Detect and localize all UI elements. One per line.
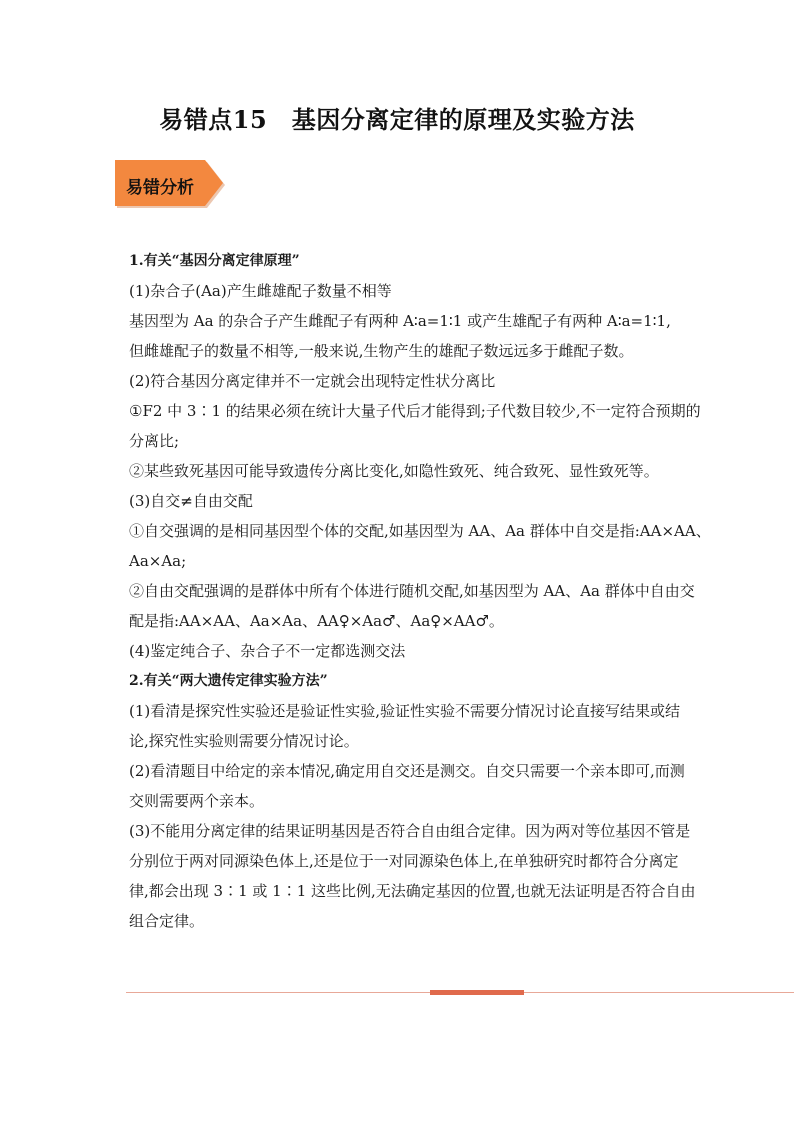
section-heading: 1.有关“基因分离定律原理”	[129, 253, 300, 269]
section-badge	[114, 159, 226, 209]
paragraph-line: 分离比;	[129, 432, 180, 450]
body-content	[129, 246, 711, 936]
paragraph-line: 但雌雄配子的数量不相等,一般来说,生物产生的雄配子数远远多于雌配子数。	[129, 342, 634, 360]
paragraph-line: (3)不能用分离定律的结果证明基因是否符合自由组合定律。因为两对等位基因不管是	[129, 822, 691, 840]
paragraph-line: Aa×Aa;	[129, 552, 187, 570]
page-title: 易错点15 基因分离定律的原理及实验方法	[159, 105, 635, 134]
paragraph-line: ②自由交配强调的是群体中所有个体进行随机交配,如基因型为 AA、Aa 群体中自由交	[129, 582, 695, 600]
paragraph-line: 交则需要两个亲本。	[129, 792, 265, 810]
paragraph-line: (2)看清题目中给定的亲本情况,确定用自交还是测交。自交只需要一个亲本即可,而测	[129, 762, 685, 780]
footer-accent-bar	[430, 990, 524, 995]
paragraph-line: 律,都会出现 3∶1 或 1∶1 这些比例,无法确定基因的位置,也就无法证明是否符合自由	[129, 882, 696, 900]
paragraph-line: 分别位于两对同源染色体上,还是位于一对同源染色体上,在单独研究时都符合分离定	[129, 852, 679, 870]
paragraph-line: (1)看清是探究性实验还是验证性实验,验证性实验不需要分情况讨论直接写结果或结	[129, 702, 681, 720]
paragraph-line: 基因型为 Aa 的杂合子产生雌配子有两种 A∶a=1∶1 或产生雄配子有两种 A∶a=1∶1,	[129, 312, 671, 330]
paragraph-line: ①自交强调的是相同基因型个体的交配,如基因型为 AA、Aa 群体中自交是指:AA×AA、	[129, 522, 711, 540]
badge-label: 易错分析	[126, 178, 194, 198]
paragraph-line: ①F2 中 3∶1 的结果必须在统计大量子代后才能得到;子代数目较少,不一定符合预期的	[129, 402, 701, 420]
paragraph-line: (1)杂合子(Aa)产生雌雄配子数量不相等	[129, 282, 392, 300]
paragraph-line: 论,探究性实验则需要分情况讨论。	[129, 732, 359, 750]
paragraph-line: ②某些致死基因可能导致遗传分离比变化,如隐性致死、纯合致死、显性致死等。	[129, 462, 659, 480]
paragraph-line: (4)鉴定纯合子、杂合子不一定都选测交法	[129, 642, 406, 660]
paragraph-line: (2)符合基因分离定律并不一定就会出现特定性状分离比	[129, 372, 496, 390]
paragraph-line: (3)自交≠自由交配	[129, 492, 253, 510]
section-heading: 2.有关“两大遗传定律实验方法”	[129, 673, 328, 689]
paragraph-line: 配是指:AA×AA、Aa×Aa、AA♀×Aa♂、Aa♀×AA♂。	[129, 612, 504, 630]
paragraph-line: 组合定律。	[129, 912, 205, 930]
